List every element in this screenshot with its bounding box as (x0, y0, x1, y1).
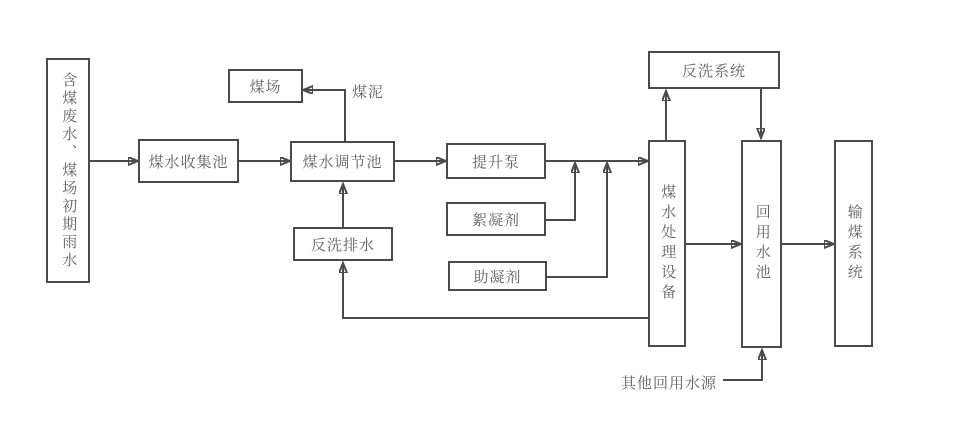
node-treatment-equipment (648, 140, 686, 347)
node-coagulant-aid-label: 助凝剂 (473, 268, 522, 286)
node-treatment-equipment-label: 煤水处理设备 (659, 183, 677, 304)
edge-flocculant-join (546, 163, 575, 220)
node-lift-pump (446, 143, 546, 179)
node-regulation-pool-label: 煤水调节池 (302, 154, 383, 171)
edge-regulation-pool-to-coal-yard (303, 90, 345, 141)
node-coal-yard-label: 煤场 (249, 78, 282, 96)
label-other-reuse-source: 其他回用水源 (621, 375, 718, 392)
node-source-label: 含煤废水、煤场初期雨水 (60, 71, 78, 270)
node-collection-pool-label: 煤水收集池 (148, 153, 229, 171)
node-reuse-pool (741, 140, 782, 348)
node-conveying-system (834, 140, 873, 347)
node-flocculant-label: 絮凝剂 (471, 211, 520, 229)
node-backwash-drain-label: 反洗排水 (310, 236, 375, 254)
node-source (46, 58, 90, 283)
edge-other-source-to-reuse-pool (723, 350, 762, 380)
node-flocculant (446, 202, 546, 236)
node-backwash-drain (293, 227, 393, 261)
node-regulation-pool (290, 141, 395, 182)
node-coal-yard (228, 69, 303, 103)
node-backwash-system-label: 反洗系统 (681, 62, 746, 80)
label-coal-slime: 煤泥 (352, 84, 385, 101)
node-coagulant-aid (448, 261, 547, 291)
node-reuse-pool-label: 回用水池 (753, 204, 771, 284)
node-collection-pool (138, 139, 239, 183)
node-conveying-system-label: 输煤系统 (845, 203, 863, 284)
node-lift-pump-label: 提升泵 (471, 153, 520, 171)
node-backwash-system (648, 51, 780, 89)
